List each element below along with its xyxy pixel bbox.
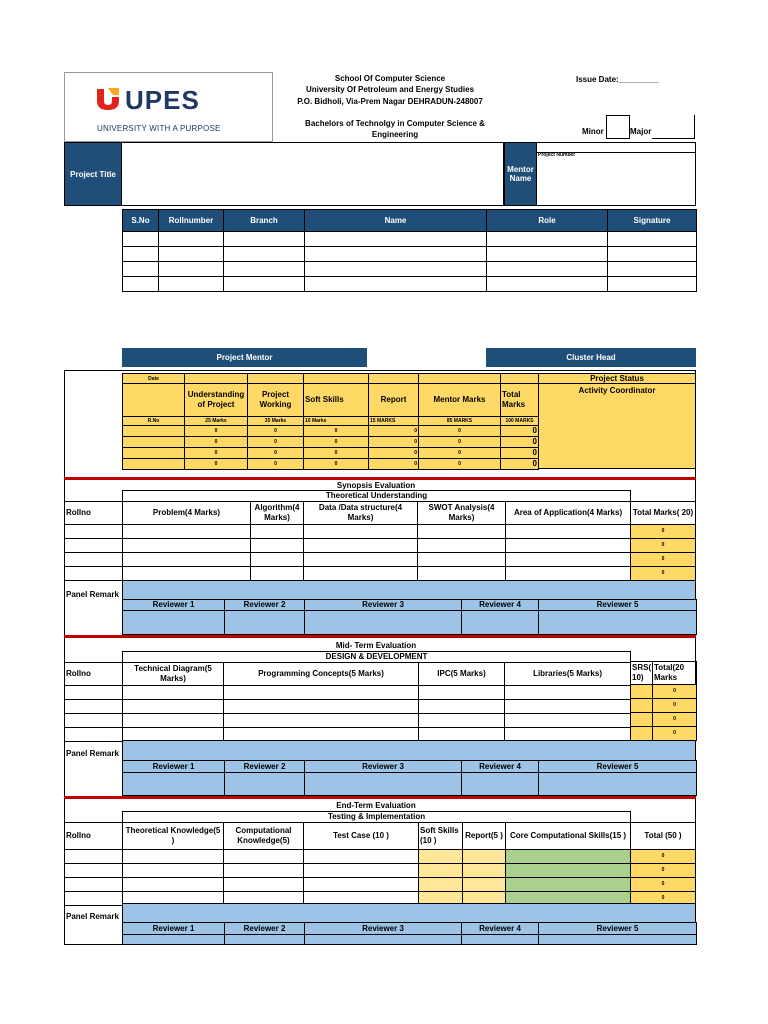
synopsis-subtitle: Theoretical Understanding (123, 491, 631, 502)
logo-box (64, 72, 273, 142)
col-sno: S.No (123, 210, 159, 232)
col-role: Role (487, 210, 608, 232)
mentor-marks-table: Date Understanding of Project Project Working Soft Skills Report Mentor Marks Total Marks R.No 25 Marks 35 Marks 10 Marks 15 MARKS 85 MARKS 100 MARKS 0 0 0 0 0 0 0 0 0 0 0 0 0 0 0 0 0 0 0 0 0 0 0 0 (122, 373, 539, 470)
section-divider (64, 635, 696, 638)
university-address: P.O. Bidholi, Via-Prem Nagar DEHRADUN-248007 (297, 97, 483, 106)
total-marks-header: Total Marks (501, 384, 539, 417)
reviewer-3: Reviewer 3 (305, 600, 462, 611)
synopsis-table: Theoretical Understanding Rollno Problem(4 Marks) Algorithm(4 Marks) Data /Data structure(4 Marks) SWOT Analysis(4 Marks) Area of Application(4 Marks) (64, 490, 631, 581)
project-title-label: Project Title (64, 142, 122, 206)
synopsis-title: Synopsis Evaluation (336, 481, 416, 490)
table-row[interactable] (65, 700, 631, 714)
issue-date[interactable]: Issue Date:_________ (576, 75, 659, 84)
table-row[interactable] (65, 686, 631, 700)
university-name: University Of Petroleum and Energy Studies (305, 85, 475, 94)
table-row[interactable] (65, 567, 631, 581)
table-row[interactable]: 0 0 0 0 0 0 (123, 459, 539, 470)
table-row[interactable] (123, 935, 697, 945)
table-row[interactable] (123, 611, 697, 635)
endterm-table: Testing & Implementation Rollno Theoretical Knowledge(5 ) Computational Knowledge(5) Test Case (10 ) Soft Skills (10 ) Report(5 ) Core Computational Skills(15 ) (64, 811, 631, 906)
school-name: School Of Computer Science (334, 74, 446, 83)
midterm-table: DESIGN & DEVELOPMENT Rollno Technical Diagram(5 Marks) Programming Concepts(5 Marks) IPC(5 Marks) Libraries(5 Marks) (64, 651, 631, 742)
panel-remark-label: Panel Remark (66, 912, 119, 921)
table-row[interactable] (123, 277, 697, 292)
rollno-header: Rollno (65, 502, 123, 525)
logo-tagline: UNIVERSITY WITH A PURPOSE (97, 124, 221, 133)
table-row[interactable] (123, 232, 697, 247)
synopsis-total-table: Total Marks( 20) 0 0 0 0 (630, 490, 696, 581)
panel-remark-field[interactable] (122, 740, 696, 761)
table-row[interactable] (123, 247, 697, 262)
table-row[interactable] (65, 553, 631, 567)
team-table (122, 209, 697, 292)
table-row[interactable] (123, 262, 697, 277)
table-row[interactable] (123, 773, 697, 796)
reviewer-table (122, 599, 697, 635)
endterm-total-table: Total (50 ) 0 0 0 0 (630, 811, 696, 906)
cluster-head-bar: Cluster Head (486, 348, 696, 367)
endterm-title: End-Term Evaluation (336, 801, 416, 810)
reviewer-1: Reviewer 1 (123, 600, 225, 611)
project-status-label: Project Status (539, 374, 695, 384)
reviewer-table: Reviewer 1 Reviewer 2 Reviewer 3 Reviewer 4 Reviewer 5 (122, 760, 697, 796)
minor-checkbox[interactable] (606, 115, 630, 139)
table-row[interactable]: 0 0 0 0 0 0 (123, 437, 539, 448)
major-label: Major (630, 127, 652, 136)
understanding-header: Understanding of Project (185, 384, 248, 417)
softskills-header: Soft Skills (304, 384, 369, 417)
mentor-name-field[interactable] (537, 153, 696, 206)
reviewer-4: Reviewer 4 (462, 600, 539, 611)
project-status-box[interactable] (538, 373, 696, 469)
reviewer-5: Reviewer 5 (539, 600, 697, 611)
upes-logo-icon (95, 87, 121, 111)
major-field[interactable] (652, 115, 695, 139)
midterm-total-table: SRS( 10) Total(20 Marks 0 0 0 0 (630, 651, 697, 741)
table-row[interactable] (65, 850, 631, 864)
table-row[interactable] (65, 525, 631, 539)
table-row[interactable] (65, 864, 631, 878)
midterm-subtitle: DESIGN & DEVELOPMENT (123, 652, 631, 663)
project-title-field[interactable] (122, 142, 504, 206)
date-label: Date (123, 374, 185, 384)
report-header: Report (369, 384, 419, 417)
panel-remark-field[interactable] (122, 903, 696, 923)
table-row[interactable] (65, 714, 631, 728)
col-signature: Signature (608, 210, 697, 232)
table-row[interactable]: 0 0 0 0 0 0 (123, 426, 539, 437)
col-rollnumber: Rollnumber (159, 210, 224, 232)
section-divider (64, 796, 696, 799)
section-divider (64, 477, 696, 480)
panel-remark-field[interactable] (122, 580, 696, 600)
midterm-title: Mid- Term Evaluation (335, 641, 417, 650)
project-mentor-bar: Project Mentor (122, 348, 367, 367)
panel-remark-label: Panel Remark (66, 590, 119, 599)
panel-remark-label: Panel Remark (66, 749, 119, 758)
reviewer-2: Reviewer 2 (225, 600, 305, 611)
project-number-cell[interactable] (537, 142, 696, 158)
logo-text: UPES (125, 85, 200, 115)
working-header: Project Working (248, 384, 304, 417)
table-row[interactable] (65, 878, 631, 892)
col-name: Name (305, 210, 487, 232)
mentor-marks-header: Mentor Marks (419, 384, 501, 417)
reviewer-table: Reviewer 1 Reviewer 2 Reviewer 3 Reviewer 4 Reviewer 5 (122, 922, 697, 945)
endterm-subtitle: Testing & Implementation (123, 812, 631, 823)
table-row[interactable] (65, 539, 631, 553)
col-branch: Branch (224, 210, 305, 232)
mentor-name-label: Mentor Name (504, 142, 537, 206)
minor-label: Minor (582, 127, 604, 136)
table-row[interactable]: 0 0 0 0 0 0 (123, 448, 539, 459)
program-name: Bachelors of Technolgy in Computer Science & Engineering (305, 119, 485, 139)
project-number-label: Project Number (538, 152, 576, 158)
activity-coordinator-label: Activity Coordinator (578, 386, 656, 395)
